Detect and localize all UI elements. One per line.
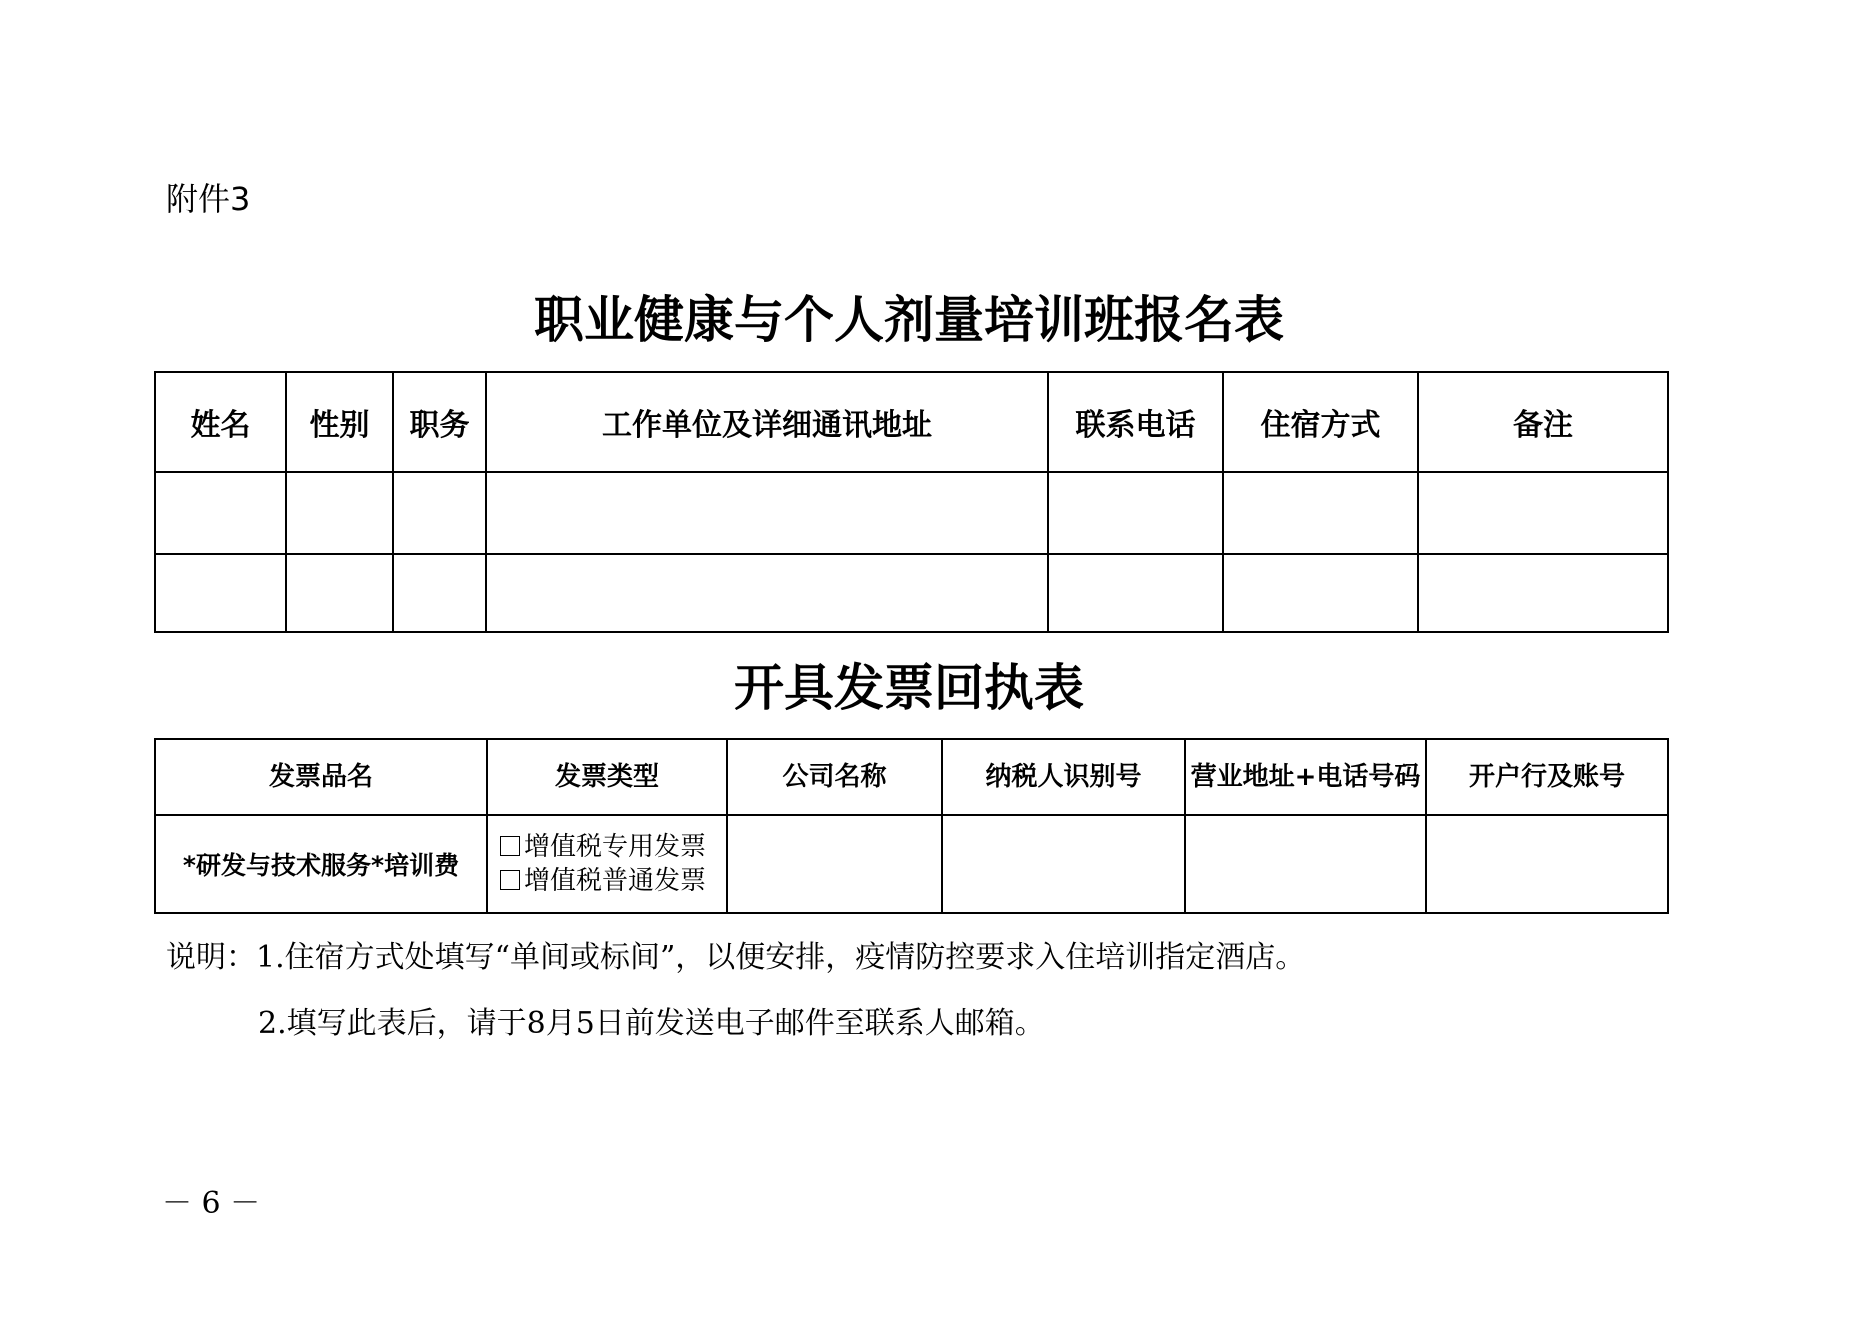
header-taxpayer-id: 纳税人识别号 — [942, 739, 1185, 815]
page-number: － 6 － — [162, 1186, 261, 1221]
table-cell[interactable] — [1418, 554, 1668, 632]
option-label: 增值税专用发票 — [524, 832, 707, 862]
header-invoice-item: 发票品名 — [155, 739, 487, 815]
registration-header-row — [155, 372, 1668, 472]
invoice-type-options — [487, 815, 727, 913]
table-cell[interactable] — [942, 815, 1185, 913]
header-remarks: 备注 — [1418, 372, 1668, 472]
invoice-item-name: *研发与技术服务*培训费 — [155, 815, 487, 913]
table-cell[interactable] — [1426, 815, 1668, 913]
table-cell[interactable] — [1048, 554, 1223, 632]
header-accommodation: 住宿方式 — [1223, 372, 1418, 472]
header-company-name: 公司名称 — [727, 739, 942, 815]
header-workplace-address: 工作单位及详细通讯地址 — [486, 372, 1048, 472]
table-cell[interactable] — [155, 554, 286, 632]
table-cell[interactable] — [286, 554, 393, 632]
header-name: 姓名 — [155, 372, 286, 472]
table-cell[interactable] — [1223, 472, 1418, 554]
registration-table — [154, 371, 1669, 633]
table-cell[interactable] — [1418, 472, 1668, 554]
table-cell[interactable] — [727, 815, 942, 913]
invoice-header-row — [155, 739, 1668, 815]
header-gender: 性别 — [286, 372, 393, 472]
table-cell[interactable] — [1185, 815, 1426, 913]
header-invoice-type: 发票类型 — [487, 739, 727, 815]
invoice-form-title: 开具发票回执表 — [734, 658, 1084, 717]
registration-form-title: 职业健康与个人剂量培训班报名表 — [534, 290, 1284, 349]
header-bank-account: 开户行及账号 — [1426, 739, 1668, 815]
attachment-label: 附件3 — [166, 180, 251, 218]
table-row — [155, 815, 1668, 913]
option-general-invoice[interactable] — [500, 864, 726, 898]
header-address-phone: 营业地址+电话号码 — [1185, 739, 1426, 815]
table-cell[interactable] — [393, 472, 486, 554]
checkbox-icon[interactable] — [500, 836, 520, 856]
table-row — [155, 554, 1668, 632]
table-cell[interactable] — [286, 472, 393, 554]
note-line-1: 说明：1.住宿方式处填写“单间或标间”，以便安排，疫情防控要求入住培训指定酒店。 — [166, 940, 1306, 975]
table-cell[interactable] — [486, 554, 1048, 632]
header-position: 职务 — [393, 372, 486, 472]
invoice-table — [154, 738, 1669, 914]
table-row — [155, 472, 1668, 554]
table-cell[interactable] — [155, 472, 286, 554]
table-cell[interactable] — [486, 472, 1048, 554]
table-cell[interactable] — [393, 554, 486, 632]
option-special-invoice[interactable] — [500, 830, 726, 864]
header-phone: 联系电话 — [1048, 372, 1223, 472]
option-label: 增值税普通发票 — [524, 866, 707, 896]
note-line-2: 2.填写此表后，请于8月5日前发送电子邮件至联系人邮箱。 — [258, 1006, 1045, 1041]
table-cell[interactable] — [1223, 554, 1418, 632]
table-cell[interactable] — [1048, 472, 1223, 554]
checkbox-icon[interactable] — [500, 870, 520, 890]
